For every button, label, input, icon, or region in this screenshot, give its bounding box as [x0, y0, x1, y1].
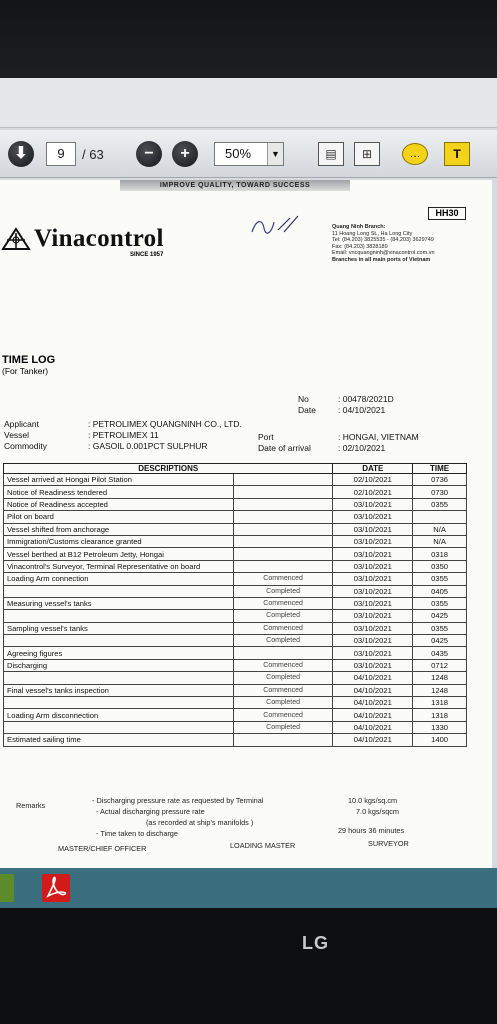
- row-description: [4, 697, 234, 709]
- port-value: : HONGAI, VIETNAM: [338, 432, 419, 442]
- row-description: Notice of Readiness tendered: [4, 486, 234, 498]
- table-row: [4, 498, 467, 510]
- page-number-input[interactable]: 9: [46, 142, 76, 166]
- row-status: [233, 535, 333, 547]
- table-row: [4, 672, 467, 684]
- remark-pressure-requested: - Discharging pressure rate as requested by Terminal: [92, 796, 264, 805]
- document-code: HH30: [428, 207, 466, 220]
- row-date: 04/10/2021: [333, 734, 413, 746]
- row-description: [4, 672, 234, 684]
- row-date: 03/10/2021: [333, 622, 413, 634]
- row-date: 04/10/2021: [333, 672, 413, 684]
- row-description: Final vessel's tanks inspection: [4, 684, 234, 696]
- remarks-label: Remarks: [16, 801, 46, 810]
- table-row: [4, 535, 467, 547]
- row-description: Agreeing figures: [4, 647, 234, 659]
- monitor-bezel-bottom: [0, 908, 497, 1024]
- company-name: Vinacontrol: [34, 225, 164, 252]
- table-row: [4, 647, 467, 659]
- row-status: Completed: [233, 585, 333, 597]
- arrival-value: : 02/10/2021: [338, 443, 386, 453]
- master-label: MASTER/CHIEF OFFICER: [58, 844, 147, 853]
- row-time: 1400: [413, 734, 467, 746]
- row-status: Completed: [233, 697, 333, 709]
- branch-fax: Fax: (84.203) 3828189: [332, 243, 388, 250]
- fit-width-icon[interactable]: ⊞: [354, 142, 380, 166]
- row-status: [233, 734, 333, 746]
- row-status: Completed: [233, 610, 333, 622]
- branch-info: [332, 224, 492, 263]
- remark-value-duration: 29 hours 36 minutes: [338, 826, 405, 835]
- commodity-value: : GASOIL 0.001PCT SULPHUR: [88, 441, 208, 451]
- row-time: 0355: [413, 597, 467, 609]
- remark-value-requested: 10.0 kgs/sq.cm: [348, 796, 398, 805]
- table-row: [4, 597, 467, 609]
- row-description: Loading Arm disconnection: [4, 709, 234, 721]
- table-row: [4, 697, 467, 709]
- row-status: Commenced: [233, 597, 333, 609]
- table-row: [4, 548, 467, 560]
- next-page-button[interactable]: [8, 140, 34, 168]
- zoom-out-button[interactable]: [136, 140, 162, 168]
- app-icon[interactable]: [0, 874, 14, 902]
- row-time: 0350: [413, 560, 467, 572]
- row-time: [413, 511, 467, 523]
- row-status: Commenced: [233, 622, 333, 634]
- row-status: [233, 511, 333, 523]
- fit-page-icon[interactable]: ▤: [318, 142, 344, 166]
- remark-pressure-actual: - Actual discharging pressure rate: [96, 807, 205, 816]
- branch-name: Quang Ninh Branch:: [332, 224, 386, 230]
- row-date: 04/10/2021: [333, 709, 413, 721]
- branch-network: Branches in all main ports of Vietnam: [332, 256, 431, 263]
- company-logo: [2, 225, 164, 253]
- row-status: [233, 474, 333, 486]
- remark-value-actual: 7.0 kgs/sqcm: [356, 807, 399, 816]
- row-time: 0318: [413, 548, 467, 560]
- row-description: Vessel arrived at Hongai Pilot Station: [4, 474, 234, 486]
- row-time: 0712: [413, 659, 467, 671]
- commodity-label: Commodity: [4, 441, 47, 451]
- header-descriptions: DESCRIPTIONS: [4, 464, 333, 474]
- highlight-text-icon[interactable]: T: [444, 142, 470, 166]
- row-status: Commenced: [233, 709, 333, 721]
- table-row: [4, 622, 467, 634]
- row-time: 1330: [413, 721, 467, 733]
- document-subtitle: (For Tanker): [2, 366, 49, 376]
- row-time: 0435: [413, 647, 467, 659]
- row-status: [233, 548, 333, 560]
- handwritten-initials: [248, 210, 308, 240]
- page-count: / 63: [82, 146, 104, 162]
- vinacontrol-logo-icon: [2, 228, 30, 250]
- no-value: : 00478/2021D: [338, 394, 394, 404]
- table-row: [4, 474, 467, 486]
- row-date: 03/10/2021: [333, 511, 413, 523]
- applicant-label: Applicant: [4, 419, 39, 429]
- remark-manifolds: (as recorded at ship's manifolds ): [146, 818, 254, 827]
- row-status: Commenced: [233, 659, 333, 671]
- row-time: 0355: [413, 498, 467, 510]
- row-date: 04/10/2021: [333, 721, 413, 733]
- row-date: 03/10/2021: [333, 635, 413, 647]
- row-description: Pilot on board: [4, 511, 234, 523]
- row-description: Notice of Readiness accepted: [4, 498, 234, 510]
- pdf-page: [0, 180, 492, 874]
- table-row: [4, 635, 467, 647]
- row-status: [233, 523, 333, 535]
- row-date: 03/10/2021: [333, 523, 413, 535]
- row-description: Discharging: [4, 659, 234, 671]
- row-status: Completed: [233, 635, 333, 647]
- table-row: [4, 610, 467, 622]
- branch-email: Email: vncquangninh@vinacontrol.com.vn: [332, 250, 435, 256]
- row-time: 1318: [413, 697, 467, 709]
- table-row: [4, 659, 467, 671]
- slogan-banner: IMPROVE QUALITY, TOWARD SUCCESS: [120, 180, 350, 191]
- table-row: [4, 573, 467, 585]
- row-date: 03/10/2021: [333, 659, 413, 671]
- zoom-in-button[interactable]: [172, 140, 198, 168]
- row-description: [4, 721, 234, 733]
- row-time: 0355: [413, 622, 467, 634]
- row-time: 1248: [413, 672, 467, 684]
- vessel-value: : PETROLIMEX 11: [88, 430, 159, 440]
- table-row: [4, 585, 467, 597]
- header-time: TIME: [413, 464, 467, 474]
- row-date: 03/10/2021: [333, 610, 413, 622]
- row-description: Immigration/Customs clearance granted: [4, 535, 234, 547]
- row-status: Completed: [233, 721, 333, 733]
- row-description: Vessel shifted from anchorage: [4, 523, 234, 535]
- table-row: [4, 684, 467, 696]
- comment-icon[interactable]: …: [402, 143, 428, 165]
- row-status: [233, 560, 333, 572]
- table-row: [4, 709, 467, 721]
- row-status: [233, 498, 333, 510]
- row-date: 02/10/2021: [333, 474, 413, 486]
- row-date: 03/10/2021: [333, 647, 413, 659]
- row-description: [4, 585, 234, 597]
- row-description: Vinacontrol's Surveyor, Terminal Representative on board: [4, 560, 234, 572]
- row-description: [4, 635, 234, 647]
- date-value: : 04/10/2021: [338, 405, 386, 415]
- table-row: [4, 560, 467, 572]
- zoom-select[interactable]: [214, 142, 284, 166]
- row-date: 03/10/2021: [333, 560, 413, 572]
- row-time: 1248: [413, 684, 467, 696]
- row-status: Completed: [233, 672, 333, 684]
- remark-time-taken: - Time taken to discharge: [96, 829, 178, 838]
- row-time: N/A: [413, 535, 467, 547]
- row-status: Commenced: [233, 684, 333, 696]
- row-date: 03/10/2021: [333, 585, 413, 597]
- table-row: [4, 486, 467, 498]
- time-log-table: [3, 463, 467, 747]
- row-date: 03/10/2021: [333, 535, 413, 547]
- minus-icon: −: [136, 141, 162, 167]
- row-status: [233, 486, 333, 498]
- row-description: Vessel berthed at B12 Petroleum Jetty, Hongai: [4, 548, 234, 560]
- row-description: [4, 610, 234, 622]
- header-date: DATE: [333, 464, 413, 474]
- chevron-down-icon: ▼: [267, 143, 283, 165]
- row-time: 0405: [413, 585, 467, 597]
- row-description: Estimated sailing time: [4, 734, 234, 746]
- loading-master-label: LOADING MASTER: [230, 841, 296, 850]
- table-row: [4, 734, 467, 746]
- monitor-brand: LG: [302, 933, 329, 953]
- branch-address: 11 Hoang Long St., Ha Long City: [332, 230, 413, 237]
- since-label: SINCE 1957: [130, 252, 164, 258]
- document-title: TIME LOG: [2, 354, 56, 366]
- arrival-label: Date of arrival: [258, 443, 311, 453]
- row-description: Measuring vessel's tanks: [4, 597, 234, 609]
- row-time: 0355: [413, 573, 467, 585]
- monitor-bezel-top: [0, 0, 497, 80]
- surveyor-label: SURVEYOR: [368, 839, 409, 848]
- row-time: 0730: [413, 486, 467, 498]
- row-time: 0425: [413, 635, 467, 647]
- branch-tel: Tel: (84.203) 3825535 - (84.203) 3629749: [332, 237, 434, 243]
- row-date: 03/10/2021: [333, 548, 413, 560]
- vessel-label: Vessel: [4, 430, 30, 440]
- pdf-toolbar: [0, 130, 497, 178]
- row-time: 0425: [413, 610, 467, 622]
- row-status: Commenced: [233, 573, 333, 585]
- window-title-area: [0, 78, 497, 128]
- date-label: Date: [298, 405, 316, 415]
- row-date: 02/10/2021: [333, 486, 413, 498]
- row-date: 04/10/2021: [333, 684, 413, 696]
- plus-icon: +: [172, 141, 198, 167]
- row-status: [233, 647, 333, 659]
- row-description: Loading Arm connection: [4, 573, 234, 585]
- table-row: [4, 511, 467, 523]
- arrow-down-icon: ⬇: [8, 141, 34, 167]
- table-header: [4, 464, 467, 474]
- taskbar: [0, 868, 497, 908]
- table-row: [4, 721, 467, 733]
- port-label: Port: [258, 432, 274, 442]
- screen: [0, 78, 497, 908]
- row-date: 03/10/2021: [333, 498, 413, 510]
- row-description: Sampling vessel's tanks: [4, 622, 234, 634]
- table-row: [4, 523, 467, 535]
- row-time: N/A: [413, 523, 467, 535]
- no-label: No: [298, 394, 309, 404]
- zoom-value: 50%: [225, 146, 252, 161]
- row-time: 1318: [413, 709, 467, 721]
- pdf-reader-icon[interactable]: [42, 874, 70, 902]
- row-date: 03/10/2021: [333, 573, 413, 585]
- applicant-value: : PETROLIMEX QUANGNINH CO., LTD.: [88, 419, 242, 429]
- row-date: 04/10/2021: [333, 697, 413, 709]
- row-date: 03/10/2021: [333, 597, 413, 609]
- row-time: 0736: [413, 474, 467, 486]
